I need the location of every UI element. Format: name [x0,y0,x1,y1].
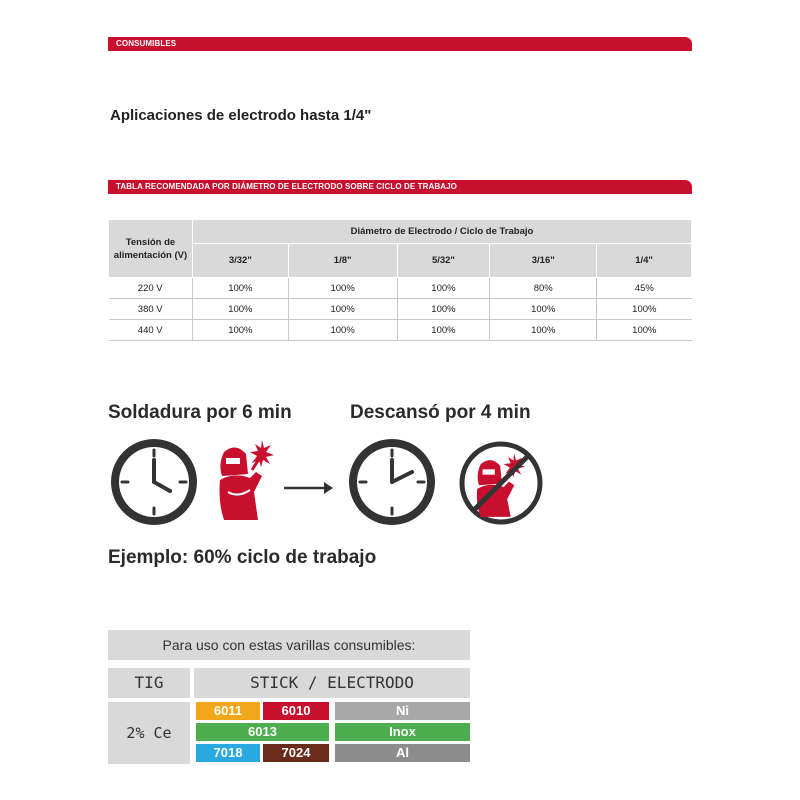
stick-label: STICK / ELECTRODO [194,668,470,698]
table-row [109,278,692,299]
duty-cycle-table [108,219,692,341]
col-header: 3/16" [490,244,597,278]
diameter-header: Diámetro de Electrodo / Ciclo de Trabajo [192,220,691,244]
clock-rest-icon [346,436,438,528]
value-cell: 100% [288,320,397,341]
value-cell: 100% [397,299,490,320]
voltage-cell: 440 V [109,320,193,341]
rod-7018: 7018 [196,744,260,762]
voltage-cell: 220 V [109,278,193,299]
value-cell: 100% [597,320,692,341]
tig-label: TIG [108,668,190,698]
rod-6013: 6013 [196,723,329,741]
col-header: 1/8" [288,244,397,278]
section-bar-consumibles: CONSUMIBLES [108,37,692,51]
col-header: 3/32" [192,244,288,278]
page-subtitle: Aplicaciones de electrodo hasta 1/4" [110,107,372,124]
value-cell: 100% [192,278,288,299]
value-cell: 100% [192,320,288,341]
value-cell: 100% [192,299,288,320]
rod-6011: 6011 [196,702,260,720]
value-cell: 100% [597,299,692,320]
value-cell: 100% [490,320,597,341]
rod-ni: Ni [335,702,470,720]
clock-weld-icon [108,436,200,528]
example-duty-cycle: Ejemplo: 60% ciclo de trabajo [108,547,377,568]
voltage-cell: 380 V [109,299,193,320]
rod-6010: 6010 [263,702,329,720]
col-header: 5/32" [397,244,490,278]
voltage-header: Tensión de alimentación (V) [109,220,193,278]
weld-time-label: Soldadura por 6 min [108,402,292,423]
rod-al: Al [335,744,470,762]
value-cell: 100% [490,299,597,320]
value-cell: 100% [397,320,490,341]
rod-inox: Inox [335,723,470,741]
value-cell: 100% [288,278,397,299]
rod-7024: 7024 [263,744,329,762]
no-welding-icon [458,440,544,526]
value-cell: 80% [490,278,597,299]
value-cell: 100% [288,299,397,320]
value-cell: 100% [397,278,490,299]
consumables-title: Para uso con estas varillas consumibles: [108,630,470,660]
welder-icon [214,436,276,522]
rest-time-label: Descansó por 4 min [350,402,531,423]
section-bar-table: TABLA RECOMENDADA POR DIÁMETRO DE ELECTRODO SOBRE CICLO DE TRABAJO [108,180,692,194]
table-row [109,299,692,320]
tig-electrode-value: 2% Ce [108,702,190,764]
value-cell: 45% [597,278,692,299]
table-row [109,320,692,341]
col-header: 1/4" [597,244,692,278]
arrow-right-icon [282,480,334,496]
